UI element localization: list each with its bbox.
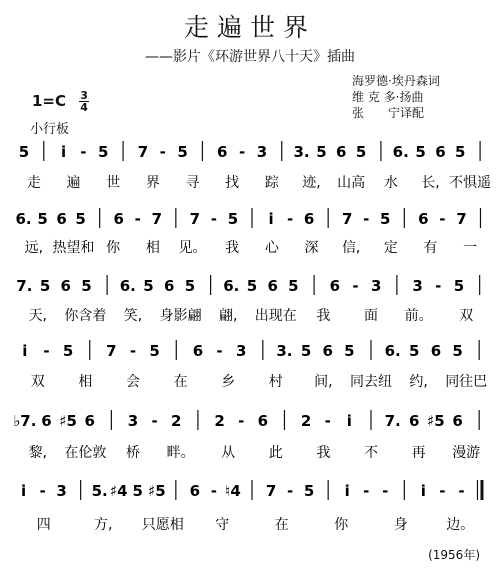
note: 6 bbox=[409, 412, 420, 430]
note: 6 bbox=[336, 143, 347, 161]
note: 5 bbox=[455, 143, 466, 161]
note: 5 bbox=[452, 342, 463, 360]
note: - bbox=[159, 143, 166, 161]
lyric: 双 bbox=[459, 308, 474, 324]
note: 2 bbox=[171, 412, 182, 430]
note: - bbox=[129, 342, 137, 360]
note: 6 bbox=[452, 412, 463, 430]
lyric: 心 bbox=[264, 240, 279, 256]
note: 5 bbox=[453, 277, 465, 295]
lyric: 同去纽 bbox=[350, 374, 392, 390]
note: 6 bbox=[189, 482, 201, 500]
note: 7 bbox=[106, 342, 117, 360]
note: 3. bbox=[276, 342, 293, 360]
credit-translator: 张 宁译配 bbox=[352, 106, 425, 120]
note: i bbox=[20, 482, 27, 500]
note: - bbox=[286, 482, 294, 500]
note: - bbox=[238, 143, 246, 161]
key-label: 1=C bbox=[32, 92, 67, 110]
lyric: 在伦敦 bbox=[64, 445, 107, 461]
lyric: 迹, bbox=[302, 175, 321, 191]
note: 5 bbox=[98, 143, 109, 161]
note: 6. bbox=[15, 210, 32, 228]
lyric: 身 bbox=[393, 517, 408, 533]
lyric: 面 bbox=[364, 308, 378, 324]
lyric: 从 bbox=[221, 445, 236, 461]
note: 5 bbox=[149, 342, 160, 360]
note: 5 bbox=[143, 277, 154, 295]
lyric: 水 bbox=[383, 175, 398, 191]
note: 6 bbox=[322, 342, 333, 360]
note: - bbox=[363, 210, 370, 228]
note: 5 bbox=[18, 143, 30, 161]
song-title: 走遍世界 bbox=[183, 13, 316, 42]
note: 5 bbox=[75, 210, 86, 228]
note: - bbox=[352, 277, 359, 295]
credit-lyricist: 海罗德·埃丹森词 bbox=[352, 74, 440, 88]
time-numerator: 3 bbox=[80, 89, 88, 102]
note: 7 bbox=[341, 210, 353, 228]
note: 6 bbox=[163, 277, 175, 295]
note: - bbox=[134, 210, 141, 228]
note: 5 bbox=[39, 277, 51, 295]
note: 5 bbox=[246, 277, 258, 295]
note: 5 bbox=[227, 210, 239, 228]
note: i bbox=[346, 412, 352, 430]
lyric: 在 bbox=[274, 517, 289, 533]
note: 5 bbox=[132, 482, 143, 500]
note: - bbox=[439, 482, 446, 500]
note: 5 bbox=[380, 210, 391, 228]
note: 5 bbox=[81, 277, 92, 295]
lyric: 身影翩 bbox=[159, 308, 202, 324]
lyric: 村 bbox=[268, 374, 283, 390]
note: - bbox=[216, 342, 223, 360]
lyric: 间, bbox=[314, 374, 333, 390]
lyric: 山高 bbox=[337, 175, 366, 191]
note: ♯5 bbox=[147, 482, 166, 500]
tempo-marking: 小行板 bbox=[30, 122, 70, 137]
note: 5 bbox=[37, 210, 48, 228]
note: 3 bbox=[256, 143, 268, 161]
note: 2 bbox=[214, 412, 225, 430]
note: 6. bbox=[392, 143, 409, 161]
note: 6 bbox=[56, 210, 67, 228]
note: 3 bbox=[127, 412, 139, 430]
lyric: 乡 bbox=[221, 374, 236, 390]
note: 6 bbox=[303, 210, 315, 228]
lyric: 约, bbox=[409, 374, 428, 390]
lyric: 畔。 bbox=[166, 445, 195, 461]
note: - bbox=[439, 210, 446, 228]
note: - bbox=[151, 412, 158, 430]
note: 5 bbox=[355, 143, 367, 161]
lyric: 漫游 bbox=[452, 445, 481, 461]
lyric: 天, bbox=[28, 308, 48, 324]
final-bar-thick bbox=[480, 480, 483, 500]
lyric: 踪 bbox=[264, 175, 279, 191]
note: 7 bbox=[265, 482, 277, 500]
lyric: 不惧遥 bbox=[449, 175, 492, 191]
note: 6. bbox=[384, 342, 401, 360]
lyric: 有 bbox=[423, 240, 438, 256]
note: 5 bbox=[316, 143, 327, 161]
lyric: 方, bbox=[94, 517, 113, 533]
note: 6. bbox=[223, 277, 240, 295]
note: 6 bbox=[41, 412, 52, 430]
note: 6 bbox=[430, 342, 442, 360]
lyric: 相 bbox=[145, 240, 160, 256]
note: 6 bbox=[192, 342, 204, 360]
note: - bbox=[286, 210, 294, 228]
note: 5 bbox=[288, 277, 299, 295]
note: 5. bbox=[91, 482, 108, 500]
lyric: 我 bbox=[316, 308, 331, 324]
note: - bbox=[363, 482, 370, 500]
composition-year: (1956年) bbox=[428, 548, 480, 562]
note: - bbox=[382, 482, 389, 500]
note: 5 bbox=[300, 342, 312, 360]
lyric: 会 bbox=[126, 374, 140, 390]
lyric: 走 bbox=[26, 175, 41, 191]
lyric: 一 bbox=[463, 240, 478, 256]
note: 5 bbox=[409, 342, 420, 360]
note: 7 bbox=[151, 210, 163, 228]
note: i bbox=[22, 342, 28, 360]
note: ♯5 bbox=[427, 412, 445, 430]
note: 5 bbox=[177, 143, 188, 161]
lyric: 遍 bbox=[66, 175, 81, 191]
note: i bbox=[344, 482, 350, 500]
time-denominator: 4 bbox=[80, 101, 88, 114]
lyric: 笑, bbox=[123, 308, 143, 324]
lyric: 你 bbox=[334, 517, 349, 533]
lyric: 出现在 bbox=[254, 308, 297, 324]
note: - bbox=[238, 412, 245, 430]
lyric: 长, bbox=[421, 175, 440, 191]
note: 7. bbox=[16, 277, 33, 295]
lyric: 不 bbox=[364, 445, 378, 461]
note: - bbox=[210, 210, 218, 228]
lyric: 界 bbox=[145, 175, 160, 191]
note: 6 bbox=[60, 277, 71, 295]
note: ♭7. bbox=[13, 412, 37, 430]
note: 6 bbox=[84, 412, 95, 430]
lyric: 找 bbox=[225, 175, 240, 191]
lyric: 我 bbox=[316, 445, 331, 461]
note: 5 bbox=[184, 277, 196, 295]
lyric: 热望和 bbox=[52, 240, 95, 256]
lyric: 四 bbox=[36, 517, 51, 533]
lyric: 我 bbox=[225, 240, 240, 256]
lyric: 同往巴 bbox=[445, 374, 488, 390]
lyric: 边。 bbox=[446, 517, 475, 533]
lyric: 定 bbox=[383, 240, 398, 256]
lyric: 翩, bbox=[218, 308, 238, 324]
note: 3 bbox=[370, 277, 382, 295]
note: 2 bbox=[300, 412, 312, 430]
note: 7. bbox=[384, 412, 401, 430]
note: 7 bbox=[189, 210, 201, 228]
lyric: 你 bbox=[106, 240, 121, 256]
note: - bbox=[39, 482, 46, 500]
lyric: 前。 bbox=[404, 308, 433, 324]
note: 6 bbox=[329, 277, 341, 295]
note: 6 bbox=[257, 412, 269, 430]
note: ♯4 bbox=[109, 482, 128, 500]
note: 5 bbox=[62, 342, 74, 360]
note: - bbox=[458, 482, 465, 500]
note: - bbox=[43, 342, 50, 360]
note: - bbox=[324, 412, 331, 430]
note: i bbox=[61, 143, 67, 161]
note: - bbox=[435, 277, 442, 295]
credit-composer: 维 克 多·扬曲 bbox=[352, 90, 424, 104]
lyric: 桥 bbox=[126, 445, 140, 461]
lyric: 信, bbox=[341, 240, 361, 256]
note: i bbox=[420, 482, 426, 500]
lyric: 只愿相 bbox=[141, 517, 184, 533]
lyric: 你含着 bbox=[64, 308, 107, 324]
note: 5 bbox=[344, 342, 355, 360]
note: 7 bbox=[456, 210, 467, 228]
note: 6 bbox=[217, 143, 228, 161]
lyric: 寻 bbox=[185, 175, 200, 191]
note: 5 bbox=[415, 143, 426, 161]
lyric: 相 bbox=[78, 374, 93, 390]
note: 6 bbox=[418, 210, 429, 228]
note: ♮4 bbox=[225, 482, 241, 500]
note: 3 bbox=[235, 342, 247, 360]
lyric: 世 bbox=[106, 175, 121, 191]
note: 6 bbox=[435, 143, 446, 161]
lyric: 在 bbox=[173, 374, 188, 390]
lyric: 此 bbox=[268, 445, 283, 461]
note: i bbox=[268, 210, 274, 228]
note: 6 bbox=[267, 277, 278, 295]
note: 6 bbox=[113, 210, 124, 228]
note: 3 bbox=[56, 482, 67, 500]
lyric: 深 bbox=[304, 240, 319, 256]
lyric: 守 bbox=[215, 517, 230, 533]
note: 3. bbox=[293, 143, 310, 161]
note: 5 bbox=[303, 482, 315, 500]
song-subtitle: ——影片《环游世界八十天》插曲 bbox=[145, 49, 355, 65]
lyric: 见。 bbox=[178, 240, 207, 256]
lyric: 黎, bbox=[28, 445, 48, 461]
note: - bbox=[80, 143, 87, 161]
note: 3 bbox=[412, 277, 423, 295]
note: - bbox=[210, 482, 218, 500]
lyric: 再 bbox=[411, 445, 426, 461]
note: 7 bbox=[137, 143, 149, 161]
lyric: 远, bbox=[24, 240, 44, 256]
lyric: 双 bbox=[30, 374, 45, 390]
note: 6. bbox=[119, 277, 136, 295]
note: ♯5 bbox=[59, 412, 77, 430]
